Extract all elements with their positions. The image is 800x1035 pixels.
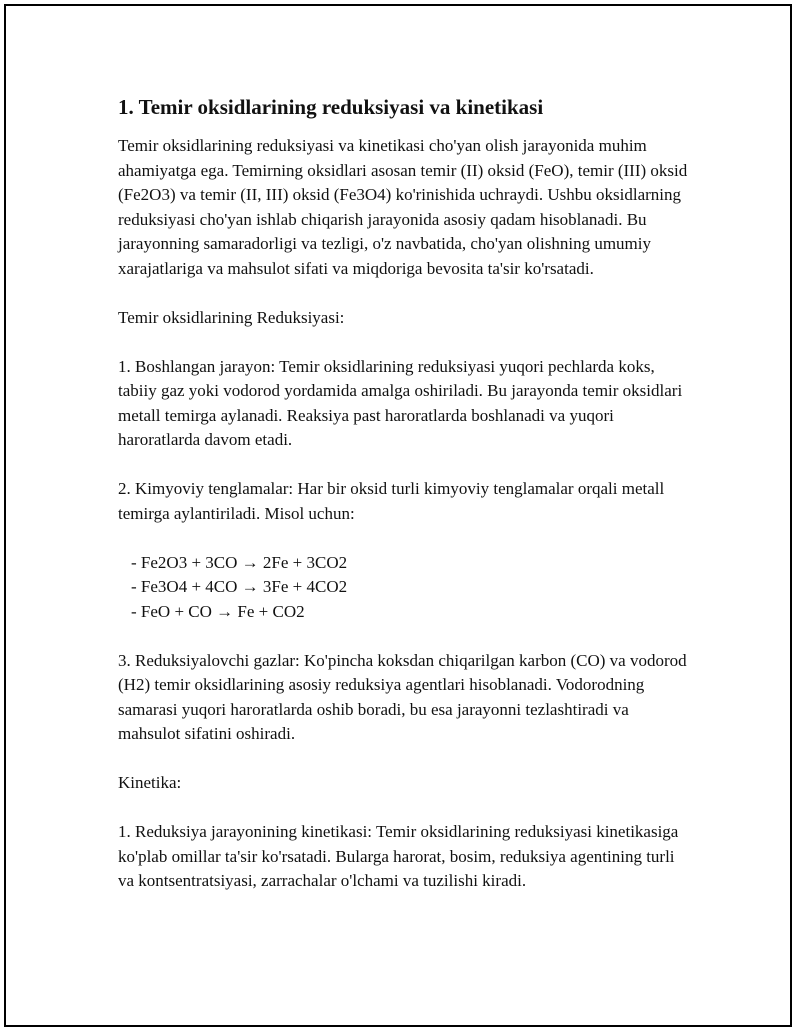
formula-item: - FeO + CO → Fe + CO2 bbox=[131, 601, 305, 621]
formula-item: - Fe2O3 + 3CO → 2Fe + 3CO2 bbox=[131, 552, 348, 572]
section-heading-reduction: Temir oksidlarining Reduksiyasi: bbox=[118, 307, 345, 327]
reduction-point-1: 1. Boshlangan jarayon: Temir oksidlarining reduksiyasi yuqori pechlarda koks, tabiiy gaz yoki vodorod yordamida amalga oshiriladi. Bu jarayonda temir oksidlari metall temirga aylanadi. Reaksiya past haroratlarda boshlanadi va yuqori haroratlarda davom etadi. bbox=[118, 356, 683, 449]
kinetics-point-1: 1. Reduksiya jarayonining kinetikasi: Temir oksidlarining reduksiyasi kinetikasiga ko'plab omillar ta'sir ko'rsatadi. Bularga harorat, bosim, reduksiya agentining turli va kontsentratsiyasi, zarrachalar o'lchami va tuzilishi kiradi. bbox=[118, 822, 679, 890]
formula-list bbox=[118, 551, 688, 625]
reduction-point-3: 3. Reduksiyalovchi gazlar: Ko'pincha koksdan chiqarilgan karbon (CO) va vodorod (H2) temir oksidlarining asosiy reduksiya agentlari hisoblanadi. Vodorodning samarasi yuqori haroratlarda oshib boradi, bu esa jarayonni tezlashtiradi va mahsulot sifatini oshiradi. bbox=[118, 650, 687, 743]
section-heading-kinetics: Kinetika: bbox=[118, 773, 182, 792]
document-title: 1. Temir oksidlarining reduksiyasi va kinetikasi bbox=[118, 95, 544, 119]
document-body bbox=[118, 92, 688, 918]
formula-item: - Fe3O4 + 4CO → 3Fe + 4CO2 bbox=[131, 577, 348, 596]
intro-paragraph: Temir oksidlarining reduksiyasi va kinetikasi cho'yan olish jarayonida muhim ahamiyatga ega. Temirning oksidlari asosan temir (II) oksid (FeO), temir (III) oksid (Fe2O3) va temir (II, III) oksid (Fe3O4) ko'rinishida uchraydi. Ushbu oksidlarning reduksiyasi cho'yan ishlab chiqarish jarayonida asosiy qadam hisoblanadi. Bu jarayonning samaradorligi va tezligi, o'z navbatida, cho'yan olishning umumiy xarajatlariga va mahsulot sifati va miqdoriga bevosita ta'sir ko'rsatadi. bbox=[118, 136, 688, 278]
reduction-point-2: 2. Kimyoviy tenglamalar: Har bir oksid turli kimyoviy tenglamalar orqali metall temirga aylantiriladi. Misol uchun: bbox=[118, 479, 665, 523]
